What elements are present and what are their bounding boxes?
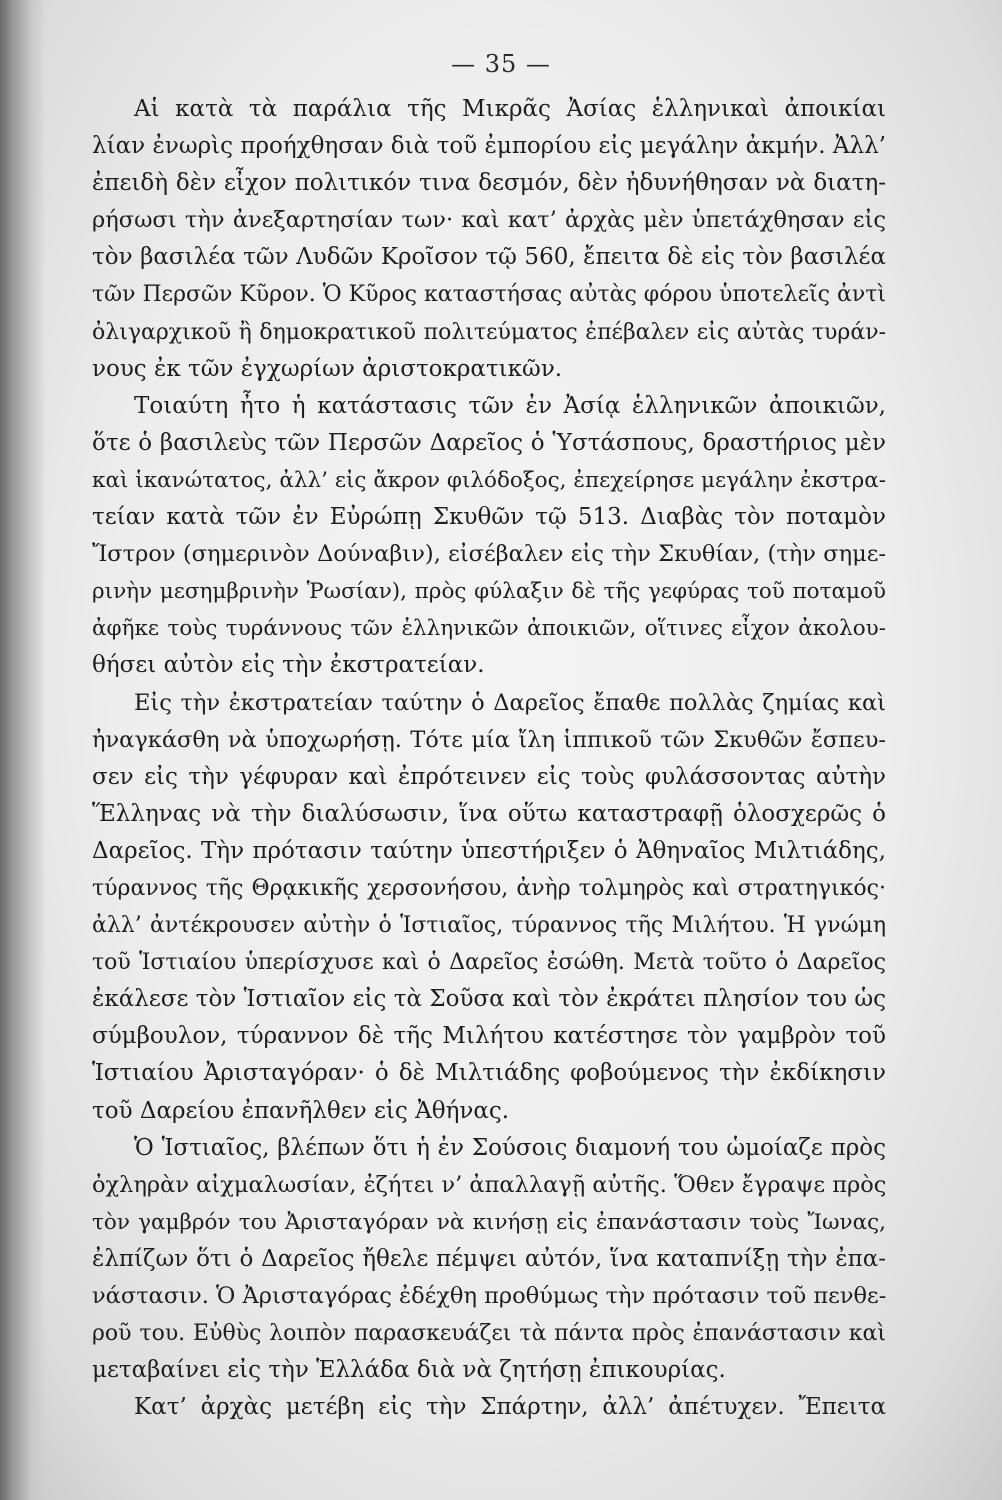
text-line: καὶ ἱκανώτατος, ἀλλ’ εἰς ἄκρον φιλόδοξος, ἐπεχείρησε μεγάλην ἐκστρα-: [92, 467, 886, 493]
text-line: Ἕλληνας νὰ τὴν διαλύσωσιν, ἵνα οὕτω καταστραφῇ ὁλοσχερῶς ὁ: [92, 800, 886, 827]
text-line: ρήσωσι τὴν ἀνεξαρτησίαν των· καὶ κατ’ ἀρχὰς μὲν ὑπετάχθησαν εἰς: [92, 207, 886, 234]
text-line: Τοιαύτη ἦτο ἡ κατάστασις τῶν ἐν Ἀσίᾳ ἑλληνικῶν ἀποικιῶν,: [134, 392, 886, 419]
text-line: ἠναγκάσθη νὰ ὑποχωρήσῃ. Τότε μία ἴλη ἱππικοῦ τῶν Σκυθῶν ἔσπευ-: [92, 726, 886, 753]
text-line: τῶν Περσῶν Κῦρον. Ὁ Κῦρος καταστήσας αὐτὰς φόρου ὑποτελεῖς ἀντὶ: [92, 282, 886, 308]
text-line: τὸν βασιλέα τῶν Λυδῶν Κροῖσον τῷ 560, ἔπειτα δὲ εἰς τὸν βασιλέα: [92, 244, 886, 271]
text-line: τείαν κατὰ τῶν ἐν Εὐρώπῃ Σκυθῶν τῷ 513. Διαβὰς τὸν ποταμὸν: [92, 504, 886, 531]
text-line: ὀχληρὰν αἰχμαλωσίαν, ἐζήτει ν’ ἀπαλλαγῇ αὐτῆς. Ὅθεν ἔγραψε πρὸς: [92, 1171, 887, 1198]
text-line: τύραννος τῆς Θρᾳκικῆς χερσονήσου, ἀνὴρ τολμηρὸς καὶ στρατηγικός·: [92, 875, 886, 901]
text-line: Κατ’ ἀρχὰς μετέβη εἰς τὴν Σπάρτην, ἀλλ’ ἀπέτυχεν. Ἔπειτα: [134, 1394, 886, 1421]
text-line: Αἱ κατὰ τὰ παράλια τῆς Μικρᾶς Ἀσίας ἑλληνικαὶ ἀποικίαι: [134, 96, 886, 122]
text-line: ἀλλ’ ἀντέκρουσεν αὐτὴν ὁ Ἱστιαῖος, τύραννος τῆς Μιλήτου. Ἡ γνώμη: [92, 913, 886, 939]
text-line: τοῦ Δαρείου ἐπανῆλθεν εἰς Ἀθήνας.: [92, 1097, 510, 1124]
binding-shadow: [0, 0, 46, 1500]
text-line: ἀφῆκε τοὺς τυράννους τῶν ἑλληνικῶν ἀποικιῶν, οἵτινες εἶχον ἀκολου-: [92, 616, 886, 642]
text-line: ἐκάλεσε τὸν Ἱστιαῖον εἰς τὰ Σοῦσα καὶ τὸν ἐκράτει πλησίον του ὡς: [92, 986, 886, 1013]
text-line: νάστασιν. Ὁ Ἀρισταγόρας ἐδέχθη προθύμως τὴν πρότασιν τοῦ πενθε-: [92, 1283, 887, 1309]
text-line: μεταβαίνει εἰς τὴν Ἑλλάδα διὰ νὰ ζητήσῃ ἐπικουρίας.: [92, 1357, 726, 1384]
text-line: ἐπειδὴ δὲν εἶχον πολιτικόν τινα δεσμόν, δὲν ἠδυνήθησαν νὰ διατη-: [92, 170, 886, 197]
text-line: ὀλιγαρχικοῦ ἢ δημοκρατικοῦ πολιτεύματος ἐπέβαλεν εἰς αὐτὰς τυράν-: [92, 319, 886, 345]
text-line: Δαρεῖος. Τὴν πρότασιν ταύτην ὑπεστήριξεν ὁ Ἀθηναῖος Μιλτιάδης,: [92, 837, 886, 864]
text-line: τοῦ Ἱστιαίου ὑπερίσχυσε καὶ ὁ Δαρεῖος ἐσώθη. Μετὰ τοῦτο ὁ Δαρεῖος: [92, 950, 886, 976]
text-line: ρινὴν μεσημβρινὴν Ῥωσίαν), πρὸς φύλαξιν δὲ τῆς γεφύρας τοῦ ποταμοῦ: [92, 579, 886, 605]
text-line: Ὁ Ἱστιαῖος, βλέπων ὅτι ἡ ἐν Σούσοις διαμονή του ὡμοίαζε πρὸς: [134, 1134, 886, 1161]
text-line: σεν εἰς τὴν γέφυραν καὶ ἐπρότεινεν εἰς τοὺς φυλάσσοντας αὐτὴν: [92, 763, 886, 790]
text-line: ἐλπίζων ὅτι ὁ Δαρεῖος ἤθελε πέμψει αὐτόν, ἵνα καταπνίξῃ τὴν ἐπα-: [92, 1245, 886, 1272]
text-line: ὅτε ὁ βασιλεὺς τῶν Περσῶν Δαρεῖος ὁ Ὑστάσπους, δραστήριος μὲν: [92, 429, 886, 456]
text-line: Εἰς τὴν ἐκστρατείαν ταύτην ὁ Δαρεῖος ἔπαθε πολλὰς ζημίας καὶ: [134, 689, 886, 716]
body-text: [92, 91, 886, 1426]
text-line: τὸν γαμβρόν του Ἀρισταγόραν νὰ κινήσῃ εἰς ἐπανάστασιν τοὺς Ἴωνας,: [92, 1209, 886, 1235]
text-line: νους ἐκ τῶν ἐγχωρίων ἀριστοκρατικῶν.: [92, 355, 563, 382]
text-line: ροῦ του. Εὐθὺς λοιπὸν παρασκευάζει τὰ πάντα πρὸς ἐπανάστασιν καὶ: [92, 1321, 886, 1347]
text-line: θήσει αὐτὸν εἰς τὴν ἐκστρατείαν.: [92, 652, 485, 679]
text-line: λίαν ἐνωρὶς προήχθησαν διὰ τοῦ ἐμπορίου εἰς μεγάλην ἀκμήν. Ἀλλ’: [92, 133, 886, 160]
text-line: σύμβουλον, τύραννον δὲ τῆς Μιλήτου κατέστησε τὸν γαμβρὸν τοῦ: [92, 1023, 886, 1050]
page-number: — 35 —: [451, 50, 551, 78]
text-line: Ἴστρον (σημερινὸν Δούναβιν), εἰσέβαλεν εἰς τὴν Σκυθίαν, (τὴν σημε-: [92, 541, 886, 568]
text-line: Ἱστιαίου Ἀρισταγόραν· ὁ δὲ Μιλτιάδης φοβούμενος τὴν ἐκδίκησιν: [92, 1060, 886, 1087]
